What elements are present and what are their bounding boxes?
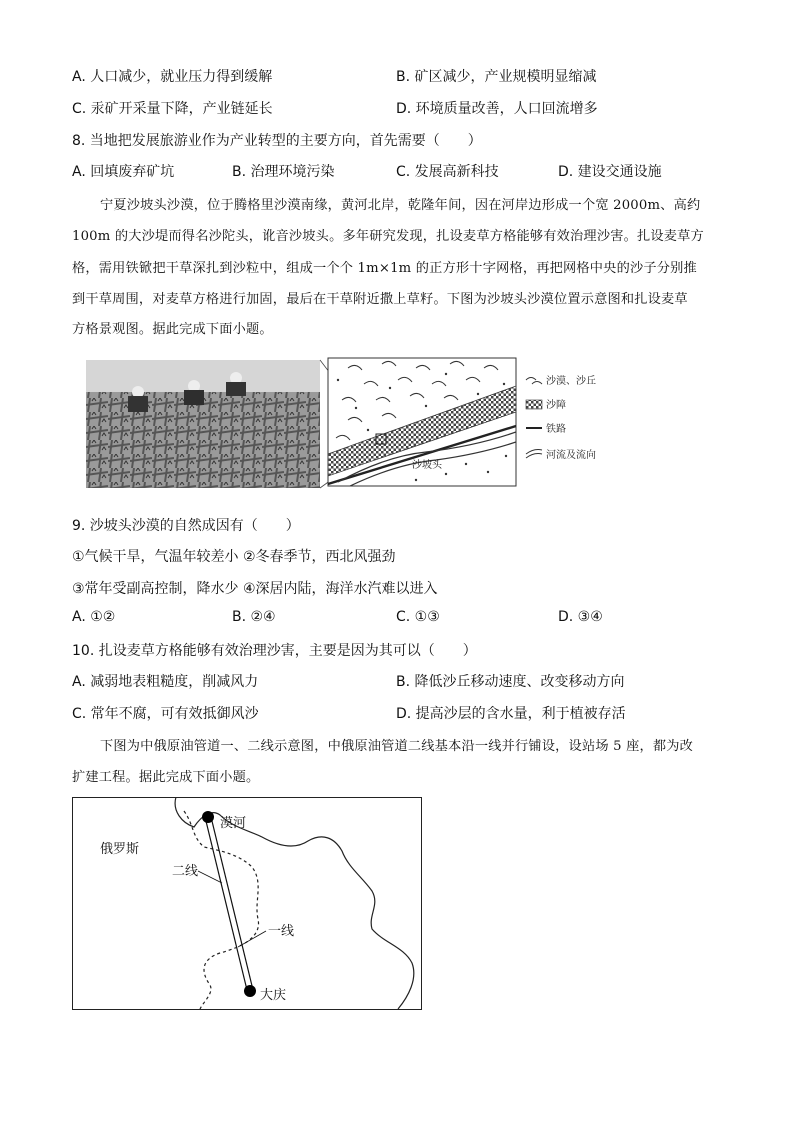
q8-stem: 8. 当地把发展旅游业作为产业转型的主要方向，首先需要（ ） bbox=[72, 133, 482, 149]
passage1-line-2: 100m 的大沙堤而得名沙陀头，讹音沙坡头。多年研究发现，扎设麦草方格能够有效治理沙害。扎设麦草方 bbox=[72, 229, 704, 244]
q9-stem: 9. 沙坡头沙漠的自然成因有（ ） bbox=[72, 518, 300, 534]
q9-statements-1: ①气候干旱，气温年较差小 ②冬春季节，西北风强劲 bbox=[72, 549, 396, 565]
label-mohe: 漠河 bbox=[220, 816, 247, 831]
q8-option-b: B. 治理环境污染 bbox=[232, 164, 335, 180]
q8-option-a: A. 回填废弃矿坑 bbox=[72, 164, 175, 180]
location-map bbox=[320, 358, 516, 488]
q7-option-d: D. 环境质量改善，人口回流增多 bbox=[396, 101, 598, 117]
figure-pipeline-map bbox=[72, 797, 422, 1010]
straw-grid-photo bbox=[86, 360, 320, 488]
legend-river: 河流及流向 bbox=[546, 450, 596, 461]
q10-stem: 10. 扎设麦草方格能够有效治理沙害，主要是因为其可以（ ） bbox=[72, 643, 477, 659]
q10-option-d: D. 提高沙层的含水量，利于植被存活 bbox=[396, 706, 626, 722]
q9-statements-2: ③常年受副高控制，降水少 ④深居内陆，海洋水汽难以进入 bbox=[72, 581, 438, 597]
passage1-line-5: 方格景观图。据此完成下面小题。 bbox=[72, 322, 273, 337]
q9-option-a: A. ①② bbox=[72, 609, 116, 625]
q10-option-c: C. 常年不腐，可有效抵御风沙 bbox=[72, 706, 259, 722]
passage1-line-4: 到干草周围，对麦草方格进行加固，最后在干草附近撒上草籽。下图为沙坡头沙漠位置示意图和扎设麦草 bbox=[72, 292, 688, 307]
label-line-2: 二线 bbox=[172, 864, 199, 879]
q8-option-c: C. 发展高新科技 bbox=[396, 164, 499, 180]
q9-option-c: C. ①③ bbox=[396, 609, 440, 625]
q7-option-a: A. 人口减少，就业压力得到缓解 bbox=[72, 69, 273, 85]
legend-railway: 铁路 bbox=[546, 424, 566, 435]
mohe-marker bbox=[202, 811, 214, 823]
passage2-line-1: 下图为中俄原油管道一、二线示意图，中俄原油管道二线基本沿一线并行铺设，设站场 5 座，都为改 bbox=[100, 739, 694, 754]
q10-option-a: A. 减弱地表粗糙度，削减风力 bbox=[72, 674, 259, 690]
passage2-line-2: 扩建工程。据此完成下面小题。 bbox=[72, 770, 260, 785]
q7-option-b: B. 矿区减少，产业规模明显缩减 bbox=[396, 69, 597, 85]
passage1-line-1: 宁夏沙坡头沙漠，位于腾格里沙漠南缘，黄河北岸，乾隆年间，因在河岸边形成一个宽 2000m、高约 bbox=[100, 198, 701, 213]
q7-option-c: C. 汞矿开采量下降，产业链延长 bbox=[72, 101, 273, 117]
q9-option-d: D. ③④ bbox=[558, 609, 603, 625]
label-shapotou: 沙坡头 bbox=[412, 460, 442, 471]
daqing-marker bbox=[244, 985, 256, 997]
q10-option-b: B. 降低沙丘移动速度、改变移动方向 bbox=[396, 674, 625, 690]
label-russia: 俄罗斯 bbox=[100, 842, 140, 857]
legend-barrier: 沙障 bbox=[546, 400, 566, 411]
figure-shapotou bbox=[86, 356, 618, 490]
map-legend bbox=[526, 374, 596, 461]
q9-option-b: B. ②④ bbox=[232, 609, 276, 625]
q8-option-d: D. 建设交通设施 bbox=[558, 164, 662, 180]
label-daqing: 大庆 bbox=[260, 988, 287, 1003]
passage1-line-3: 格，需用铁锨把干草深扎到沙粒中，组成一个个 1m×1m 的正方形十字网格，再把网格中央的沙子分别推 bbox=[72, 261, 697, 276]
label-line-1: 一线 bbox=[268, 924, 295, 939]
legend-desert: 沙漠、沙丘 bbox=[546, 376, 596, 387]
